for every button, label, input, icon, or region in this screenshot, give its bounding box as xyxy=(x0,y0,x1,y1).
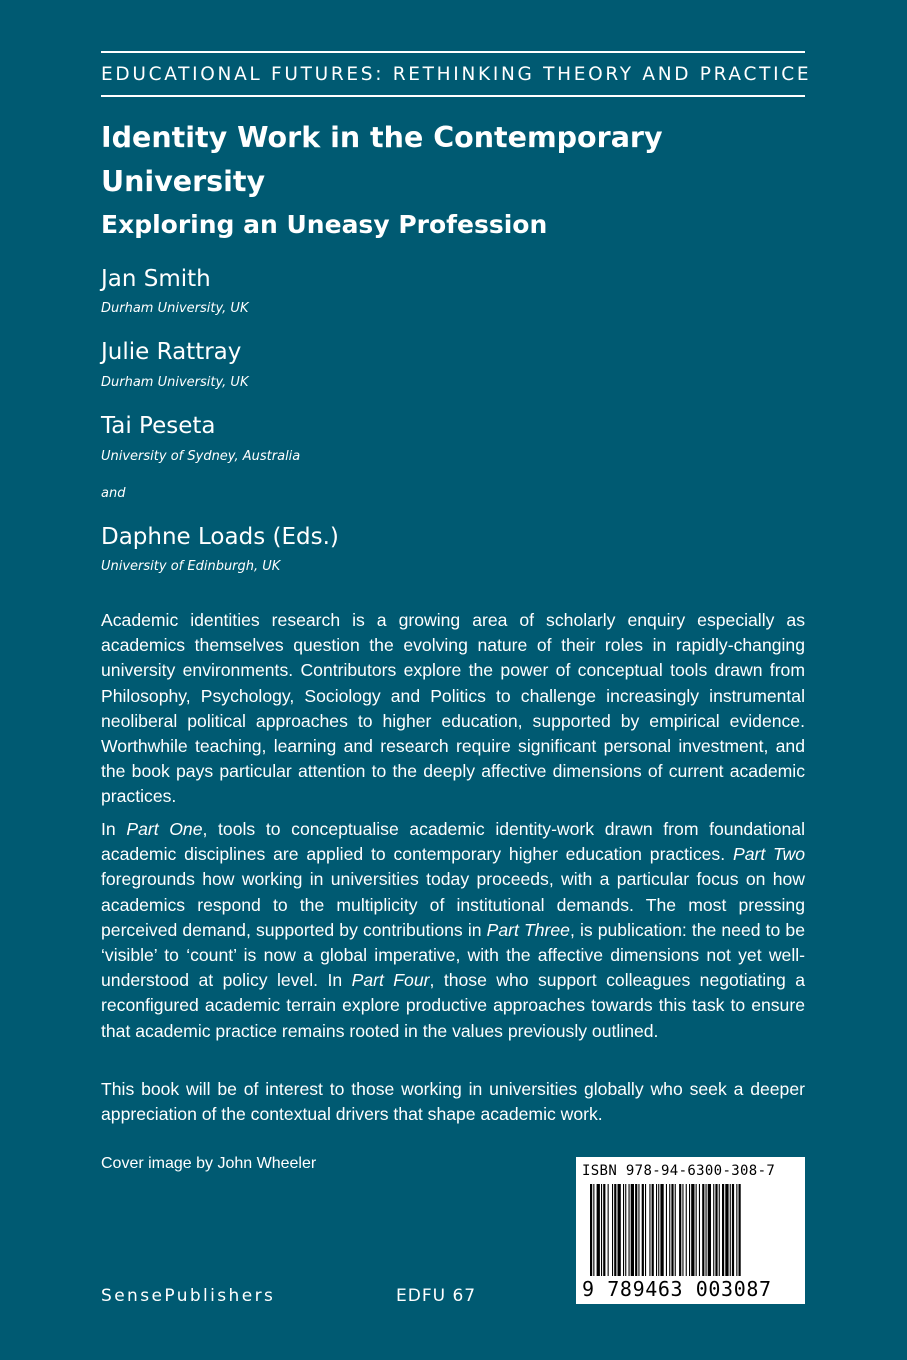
isbn-label: ISBN 978-94-6300-308-7 xyxy=(582,1163,776,1179)
blurb-paragraph-2: In Part One, tools to conceptualise academic identity-work drawn from foundational academic disciplines are applied to contemporary higher education practices. Part Two foregrounds how working in universities today proceeds, with a particular focus on how academics respond to the multiplicity of institutional demands. The most pressing perceived demand, supported by contributions in Part Three, is publication: the need to be ‘visible’ to ‘count’ is now a global imperative, with the affective dimensions not yet well-understood at policy level. In Part Four, those who support colleagues negotiating a reconfigured academic terrain explore productive approaches towards this task to ensure that academic practice remains rooted in the values previously outlined. xyxy=(101,819,805,1041)
barcode-icon xyxy=(590,1184,792,1276)
barcode-block xyxy=(576,1157,805,1304)
book-subtitle: Exploring an Uneasy Profession xyxy=(101,210,548,239)
author-affiliation: University of Edinburgh, UK xyxy=(101,559,281,574)
publisher-logo: SensePublishers xyxy=(101,1286,276,1306)
author-name: Daphne Loads (Eds.) xyxy=(101,524,339,550)
series-rule xyxy=(101,95,805,97)
series-title: EDUCATIONAL FUTURES: RETHINKING THEORY AND PRACTICE xyxy=(101,64,812,85)
author-name: Julie Rattray xyxy=(101,339,242,365)
series-number: EDFU 67 xyxy=(396,1286,477,1306)
part-one-ref: Part One xyxy=(126,819,203,839)
author-affiliation: University of Sydney, Australia xyxy=(101,449,301,464)
author-name: Tai Peseta xyxy=(101,413,216,439)
book-title-line-2: University xyxy=(101,165,266,198)
part-two-ref: Part Two xyxy=(732,844,805,865)
author-name: Jan Smith xyxy=(101,266,211,292)
top-rule xyxy=(101,51,805,53)
cover-credit: Cover image by John Wheeler xyxy=(101,1155,317,1172)
book-title-line-1: Identity Work in the Contemporary xyxy=(101,121,663,154)
book-title xyxy=(101,116,801,204)
part-three-ref: Part Three xyxy=(486,919,570,940)
blurb-paragraph-3: This book will be of interest to those working in universities globally who seek a deeper appreciation of the contextual drivers that shape academic work. xyxy=(101,1079,805,1125)
author-affiliation: Durham University, UK xyxy=(101,301,249,316)
blurb-paragraph-1: Academic identities research is a growing area of scholarly enquiry especially as academics themselves question the evolving nature of their roles in rapidly-changing university environments. Contributors explore the power of conceptual tools drawn from Philosophy, Psychology, Sociology and Politics to challenge increasingly instrumental neoliberal political approaches to higher education, supported by empirical evidence. Worthwhile teaching, learning and research require significant personal investment, and the book pays particular attention to the deeply affective dimensions of current academic practices. xyxy=(101,610,805,807)
barcode-digits: 9 789463 003087 xyxy=(582,1277,772,1301)
author-affiliation: Durham University, UK xyxy=(101,375,249,390)
part-four-ref: Part Four xyxy=(351,970,430,991)
and-connector: and xyxy=(101,486,126,501)
